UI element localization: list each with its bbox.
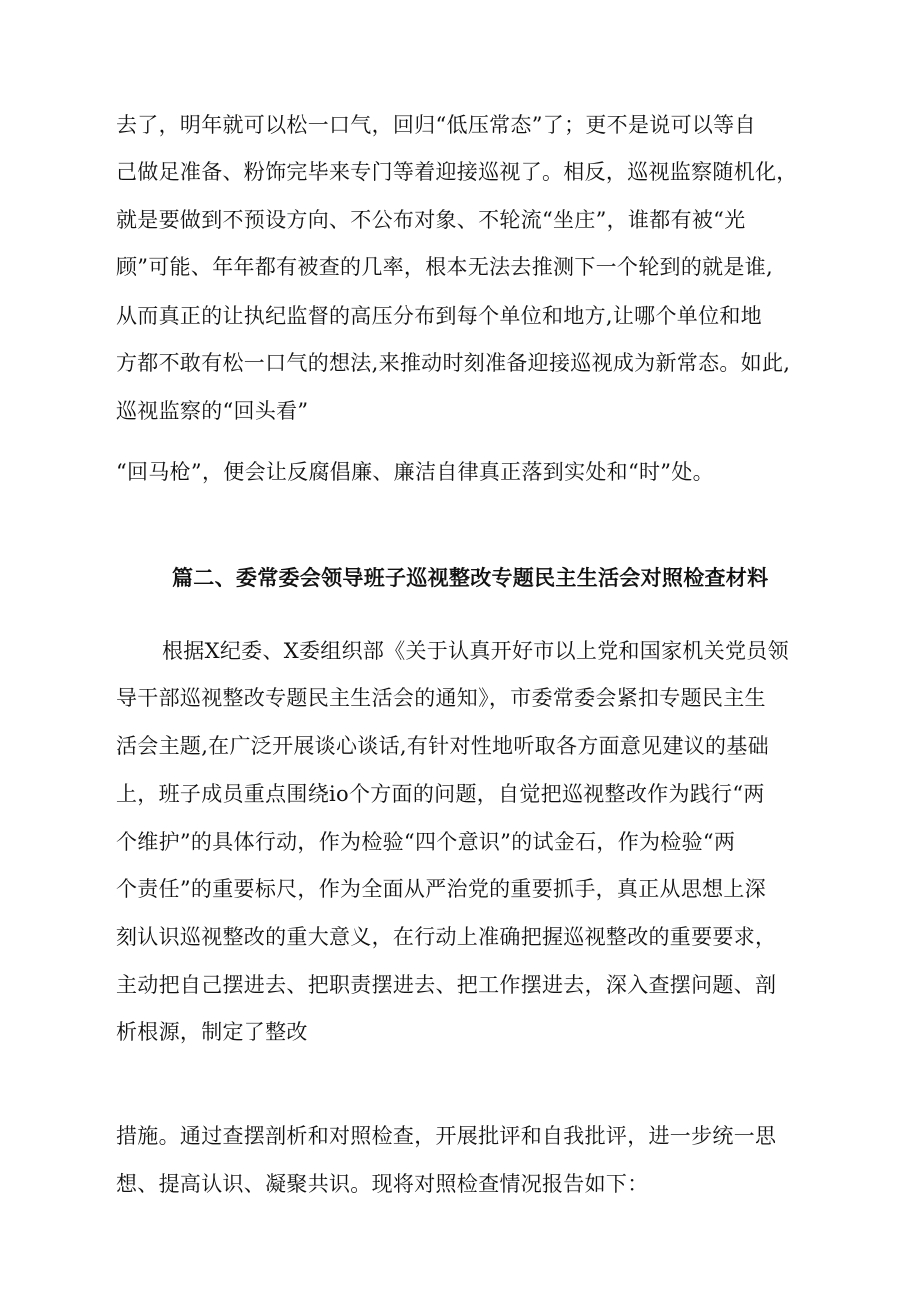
paragraph-1-line-6: 方都不敢有松一口气的想法,来推动时刻准备迎接巡视成为新常态。如此,	[116, 351, 791, 375]
paragraph-1-line-3: 就是要做到不预设方向、不公布对象、不轮流“坐庄”，谁都有被“光	[116, 208, 746, 232]
paragraph-1-line-8: “回马枪”，便会让反腐倡廉、廉洁自律真正落到实处和“时”处。	[116, 460, 714, 484]
paragraph-1-line-5: 从而真正的让执纪监督的高压分布到每个单位和地方,让哪个单位和地	[116, 304, 762, 328]
paragraph-2-line-4: 上，班子成员重点围绕io个方面的问题，自觉把巡视整改作为践行“两	[116, 782, 765, 806]
section-title: 篇二、委常委会领导班子巡视整改专题民主生活会对照检查材料	[172, 565, 769, 590]
paragraph-1-line-2: 己做足准备、粉饰完毕来专门等着迎接巡视了。相反，巡视监察随机化，	[116, 160, 798, 184]
paragraph-1-line-4: 顾”可能、年年都有被查的几率，根本无法去推测下一个轮到的就是谁,	[116, 255, 774, 279]
paragraph-3-line-2: 想、提高认识、凝聚共识。现将对照检查情况报告如下：	[116, 1172, 649, 1196]
paragraph-2-line-8: 主动把自己摆进去、把职责摆进去、把工作摆进去，深入查摆问题、剖	[116, 973, 777, 997]
paragraph-2-line-7: 刻认识巡视整改的重大意义，在行动上准确把握巡视整改的重要要求，	[116, 925, 777, 949]
paragraph-3-line-1: 措施。通过查摆剖析和对照检查，开展批评和自我批评，进一步统一思	[116, 1124, 777, 1148]
paragraph-1-line-7: 巡视监察的“回头看”	[116, 399, 309, 423]
paragraph-2-line-1: 根据X纪委、X委组织部《关于认真开好市以上党和国家机关党员领	[162, 639, 789, 663]
paragraph-2-line-9: 析根源，制定了整改	[116, 1020, 308, 1044]
paragraph-2-line-2: 导干部巡视整改专题民主生活会的通知》，市委常委会紧扣专题民主生	[116, 686, 766, 710]
paragraph-2-line-6: 个责任”的重要标尺，作为全面从严治党的重要抓手，真正从思想上深	[116, 877, 767, 901]
paragraph-1-line-1: 去了，明年就可以松一口气，回归“低压常态”了；更不是说可以等自	[116, 113, 756, 137]
paragraph-2-line-5: 个维护”的具体行动，作为检验“四个意识”的试金石，作为检验“两	[116, 830, 736, 854]
paragraph-2-line-3: 活会主题,在广泛开展谈心谈话,有针对性地听取各方面意见建议的基础	[116, 734, 769, 758]
